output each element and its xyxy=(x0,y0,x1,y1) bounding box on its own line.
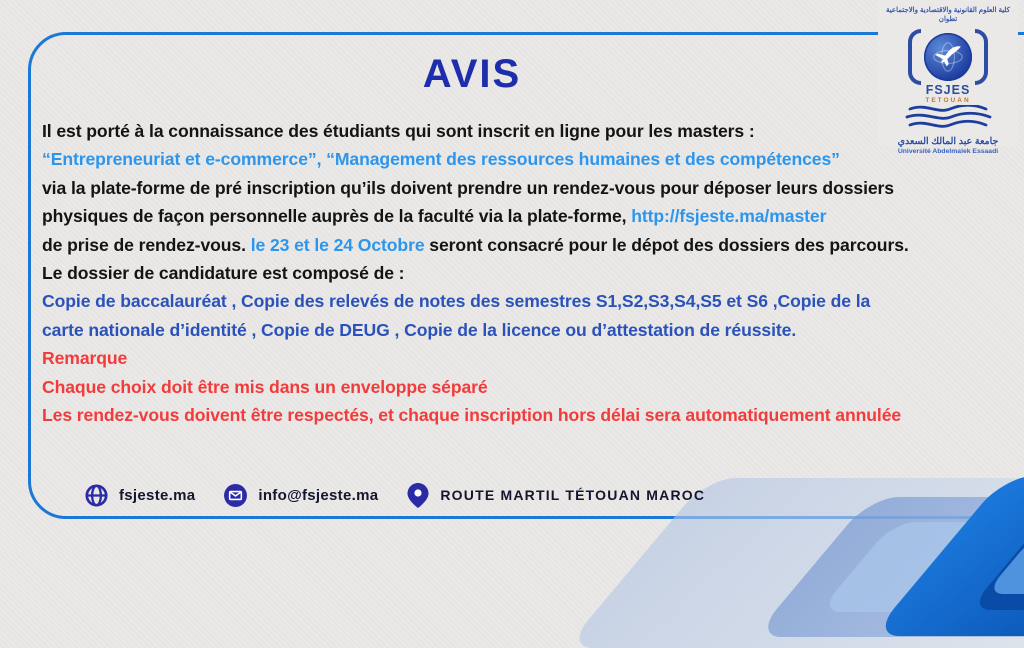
master-platform-link[interactable]: http://fsjeste.ma/master xyxy=(631,206,827,227)
remark-title-text: Remarque xyxy=(42,348,128,369)
dossier-text: Le dossier de candidature est composé de : xyxy=(42,263,405,284)
dates-prefix: de prise de rendez-vous. xyxy=(42,234,251,255)
globe-dove-icon xyxy=(924,33,972,81)
university-french-name: Université Abdelmalek Essaadi xyxy=(897,148,999,155)
remark-text-2: Les rendez-vous doivent être respectés, et chaque inscription hors délai sera automatiquement annulée xyxy=(42,405,902,426)
faculty-arabic-name: كلية العلوم القانونية والاقتصادية والاجتماعية xyxy=(886,7,1010,14)
fsjes-logo xyxy=(878,0,1018,155)
email-label: info@fsjeste.ma xyxy=(258,486,379,504)
university-arabic-name: جامعة عبد المالك السعدي xyxy=(897,136,999,147)
right-bracket-shape xyxy=(975,29,988,85)
remark-line-2 xyxy=(42,401,1006,429)
left-bracket-shape xyxy=(908,29,921,85)
logo-emblem xyxy=(878,27,1018,87)
remark-title xyxy=(42,344,1006,372)
docs-list-1: Copie de baccalauréat , Copie des relevés de notes des semestres S1,S2,S3,S4,S5 et S6 ,Copie de la xyxy=(42,291,871,312)
website-group xyxy=(84,483,195,508)
globe-icon xyxy=(84,483,109,508)
dates-highlight: le 23 et le 24 Octobre xyxy=(250,234,425,255)
notice-line-platform xyxy=(42,174,1006,202)
logo-acronym: FSJES xyxy=(925,83,971,97)
dates-suffix: seront consacré pour le dépot des dossiers des parcours. xyxy=(424,234,909,255)
notice-body xyxy=(42,117,1006,429)
contact-footer xyxy=(84,479,705,511)
platform-text: via la plate-forme de pré inscription qu’ils doivent prendre un rendez-vous pour déposer leurs dossiers xyxy=(42,177,894,198)
notice-line-docs-1 xyxy=(42,287,1006,315)
location-pin-icon xyxy=(406,482,430,509)
address-label: ROUTE MARTIL TÉTOUAN MAROC xyxy=(440,487,706,503)
docs-list-2: carte nationale d’identité , Copie de DEUG , Copie de la licence ou d’attestation de réussite. xyxy=(42,319,797,340)
masters-highlight: “Entrepreneuriat et e-commerce”, “Management des ressources humaines et des compétences” xyxy=(42,149,840,170)
remark-text-1: Chaque choix doit être mis dans un enveloppe séparé xyxy=(42,376,488,397)
page-title: AVIS xyxy=(422,52,522,96)
notice-line-docs-2 xyxy=(42,316,1006,344)
faculty-arabic-city: تطوان xyxy=(938,16,958,23)
notice-line-dossier xyxy=(42,259,1006,287)
waves-icon xyxy=(878,105,1018,136)
email-group xyxy=(223,483,378,508)
notice-line-dates xyxy=(42,231,1006,259)
email-icon xyxy=(223,483,248,508)
notice-line-masters xyxy=(42,145,1006,173)
notice-line-physical xyxy=(42,202,1006,230)
intro-text: Il est porté à la connaissance des étudiants qui sont inscrit en ligne pour les masters : xyxy=(42,121,755,141)
website-label: fsjeste.ma xyxy=(119,486,196,504)
logo-city: TETOUAN xyxy=(925,97,971,104)
address-group xyxy=(406,482,705,509)
physical-text: physiques de façon personnelle auprès de la faculté via la plate-forme, xyxy=(42,206,632,227)
remark-line-1 xyxy=(42,373,1006,401)
notice-line-intro xyxy=(42,117,1006,145)
